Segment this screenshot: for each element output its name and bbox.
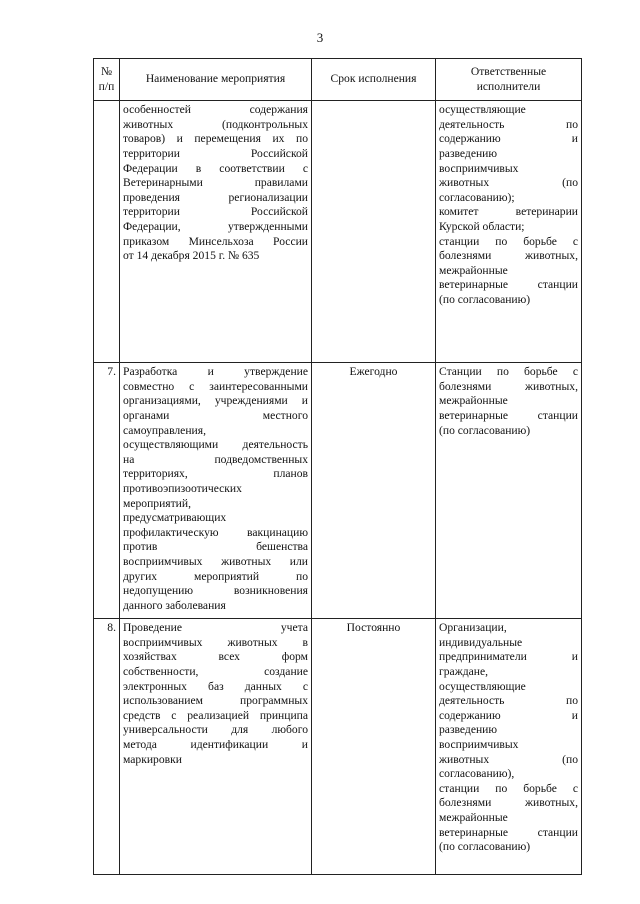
responsible-cell-line: содержанию и (439, 132, 578, 146)
measure-name-cell-line: Проведение учета (123, 621, 308, 635)
responsible-cell-line: (по согласованию) (439, 292, 531, 306)
measure-name-cell (120, 619, 312, 875)
responsible-cell-line: ветеринарные станции (439, 278, 578, 292)
responsible-cell-line: осуществляющие (439, 679, 526, 693)
responsible-cell (436, 619, 582, 875)
measure-name-cell-line: собственности, создание (123, 664, 308, 678)
responsible-cell-line: Организации, (439, 621, 507, 635)
responsible-cell-line: болезнями животных, (439, 379, 578, 393)
row-number: 8. (94, 619, 120, 875)
header-number: № п/п (94, 59, 120, 101)
measure-name-cell-line: самоуправления, (123, 423, 206, 437)
deadline-cell: Ежегодно (312, 363, 436, 619)
measure-name-cell-line: Федерации в соответствии с (123, 161, 308, 175)
deadline-cell (312, 101, 436, 363)
measure-name-cell-line: организациями, учреждениями и (123, 394, 308, 408)
responsible-cell-line: животных (по (439, 176, 578, 190)
measure-name-cell-line: Федерации, утвержденными (123, 219, 308, 233)
responsible-cell-line: болезнями животных, (439, 249, 578, 263)
responsible-cell-line: межрайонные (439, 394, 508, 408)
measure-name-cell-line: предусматривающих (123, 511, 227, 525)
measure-name-cell-line: электронных баз данных с (123, 679, 308, 693)
measure-name-cell (120, 363, 312, 619)
measure-name-cell-line: мероприятий, (123, 496, 191, 510)
measure-name-cell-line: совместно с заинтересованными (123, 379, 308, 393)
measure-name-cell-line: восприимчивых животных в (123, 635, 308, 649)
table-row (94, 619, 582, 875)
measure-name-cell-line: восприимчивых животных или (123, 554, 308, 568)
responsible-cell-line: станции по борьбе с (439, 234, 578, 248)
measure-name-cell-line: против бешенства (123, 540, 308, 554)
responsible-cell-line: станции по борьбе с (439, 781, 578, 795)
measure-name-cell (120, 101, 312, 363)
measure-name-cell-line: особенностей содержания (123, 103, 308, 117)
table-row (94, 363, 582, 619)
measure-name-cell-line: товаров) и перемещения их по (123, 132, 308, 146)
responsible-cell-line: (по согласованию) (439, 840, 531, 854)
responsible-cell-line: ветеринарные станции (439, 408, 578, 422)
measure-name-cell-line: от 14 декабря 2015 г. № 635 (123, 249, 260, 263)
header-deadline: Срок исполнения (312, 59, 436, 101)
responsible-cell-line: Станции по борьбе с (439, 365, 578, 379)
responsible-cell-line: согласованию); (439, 190, 515, 204)
responsible-cell-line: разведению (439, 723, 498, 737)
responsible-cell-line: животных (по (439, 752, 578, 766)
responsible-cell-line: восприимчивых (439, 737, 519, 751)
responsible-cell-line: межрайонные (439, 263, 508, 277)
measure-name-cell-line: Ветеринарными правилами (123, 176, 308, 190)
responsible-cell-line: согласованию), (439, 767, 515, 781)
measure-name-cell-line: территории Российской (123, 205, 308, 219)
responsible-cell (436, 363, 582, 619)
measure-name-cell-line: проведения регионализации (123, 190, 308, 204)
measure-name-cell-line: животных (подконтрольных (123, 117, 308, 131)
responsible-cell-line: индивидуальные (439, 635, 523, 649)
measure-name-cell-line: территориях, планов (123, 467, 308, 481)
responsible-cell-line: содержанию и (439, 708, 578, 722)
table-header-row (94, 59, 582, 101)
header-responsible: Ответственные исполнители (436, 59, 582, 101)
responsible-cell (436, 101, 582, 363)
measure-name-cell-line: других мероприятий по (123, 569, 308, 583)
deadline-cell: Постоянно (312, 619, 436, 875)
measure-name-cell-line: маркировки (123, 752, 182, 766)
responsible-cell-line: Курской области; (439, 219, 525, 233)
measure-name-cell-line: профилактическую вакцинацию (123, 525, 308, 539)
measure-name-cell-line: приказом Минсельхоза России (123, 234, 308, 248)
row-number (94, 101, 120, 363)
row-number: 7. (94, 363, 120, 619)
responsible-cell-line: деятельность по (439, 694, 578, 708)
responsible-cell-line: восприимчивых (439, 161, 519, 175)
responsible-cell-line: межрайонные (439, 810, 508, 824)
responsible-cell-line: (по согласованию) (439, 423, 531, 437)
measures-table (93, 58, 582, 875)
measure-name-cell-line: органами местного (123, 408, 308, 422)
measure-name-cell-line: противоэпизоотических (123, 481, 242, 495)
measure-name-cell-line: данного заболевания (123, 598, 226, 612)
responsible-cell-line: болезнями животных, (439, 796, 578, 810)
responsible-cell-line: разведению (439, 146, 498, 160)
measure-name-cell-line: хозяйствах всех форм (123, 650, 308, 664)
measure-name-cell-line: метода идентификации и (123, 737, 308, 751)
measure-name-cell-line: на подведомственных (123, 452, 308, 466)
measure-name-cell-line: территории Российской (123, 146, 308, 160)
responsible-cell-line: предприниматели и (439, 650, 578, 664)
table-row (94, 101, 582, 363)
responsible-cell-line: граждане, (439, 664, 489, 678)
page-number: 3 (316, 30, 324, 45)
measure-name-cell-line: Разработка и утверждение (123, 365, 308, 379)
measure-name-cell-line: недопущению возникновения (123, 584, 308, 598)
header-measure-name: Наименование мероприятия (120, 59, 312, 101)
responsible-cell-line: осуществляющие (439, 103, 526, 117)
responsible-cell-line: комитет ветеринарии (439, 205, 578, 219)
responsible-cell-line: деятельность по (439, 117, 578, 131)
responsible-cell-line: ветеринарные станции (439, 825, 578, 839)
measure-name-cell-line: средств с реализацией принципа (123, 708, 308, 722)
measure-name-cell-line: универсальности для любого (123, 723, 308, 737)
measure-name-cell-line: осуществляющими деятельность (123, 438, 308, 452)
measure-name-cell-line: использованием программных (123, 694, 308, 708)
